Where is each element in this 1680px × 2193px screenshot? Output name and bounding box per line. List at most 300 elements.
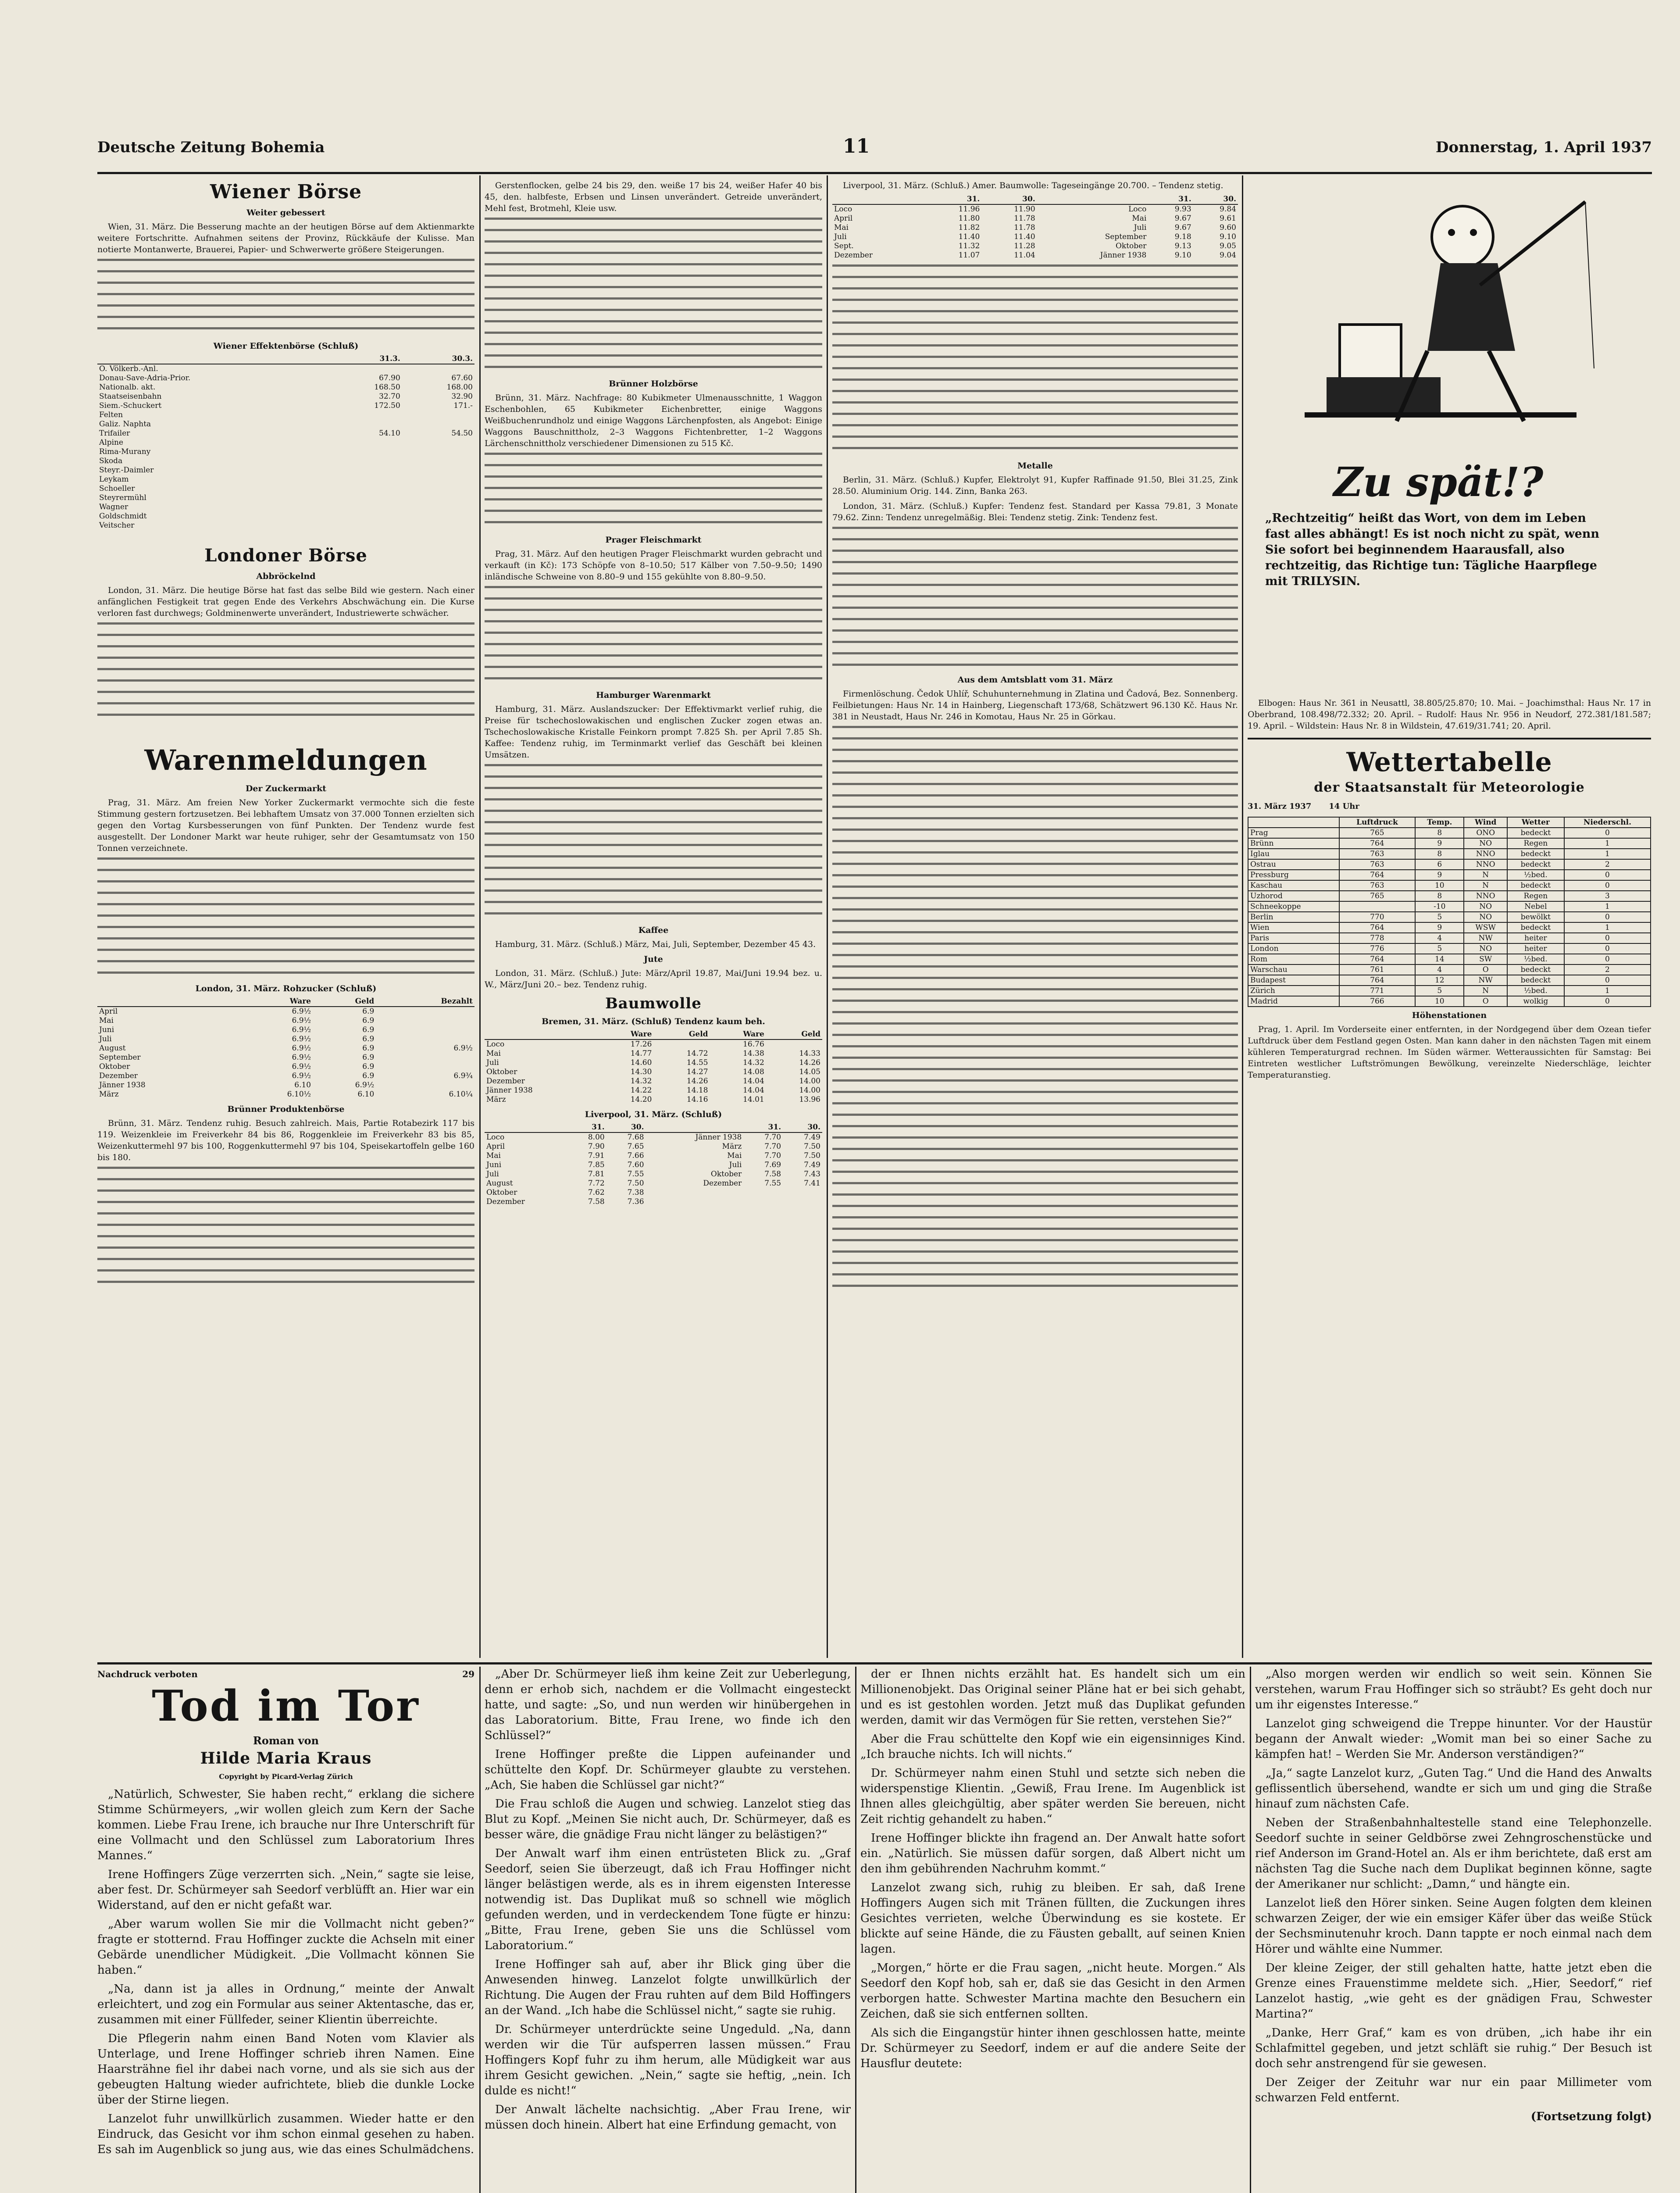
- weather-forecast-text: Prag, 1. April. Im Vorderseite einer entfernten, in der Nordgegend über dem Ozean tiefer Luftdruck über dem Festland gegen Osten. Man kann daher in den nächsten Tagen mit einem kühleren Temperaturgrad rechnen. Im Süden wärmer. Wetteraussichten für Samstag: Bei Eintreten westlicher Luftströmungen Bewölkung, vereinzelte Niederschläge, leichter Temperaturanstieg.: [1248, 1025, 1651, 1080]
- table-row: [485, 1179, 822, 1188]
- table-cell: 11.32: [958, 242, 980, 250]
- table-cell: 7.41: [804, 1179, 820, 1188]
- table-row: [97, 1044, 474, 1053]
- serial-paragraph: Neben der Straßenbahnhaltestelle stand eine Telephonzelle. Seedorf suchte in seiner Geldbörse zwei Zehngroschenstücke und rief Anderson im Grand-Hotel an. Als er ihm berichtete, daß erst am nächsten Tag die Suche nach dem Duplikat beginnen könne, sagte der Amerikaner nur schlicht: „Damn,“ und hängte ein.: [1255, 1816, 1652, 1891]
- wiener-table-title: Wiener Effektenbörse (Schluß): [213, 341, 359, 351]
- column-header: [1037, 195, 1149, 204]
- table-cell: [646, 1197, 744, 1207]
- column-header: 31.: [1148, 195, 1193, 204]
- table-cell: 14.77: [630, 1049, 652, 1058]
- table-cell: April: [834, 214, 853, 223]
- table-cell: Regen: [1507, 891, 1564, 901]
- page-header: [97, 130, 1652, 169]
- table-row: [1248, 975, 1651, 986]
- table-row: [1248, 986, 1651, 996]
- market-column-2: [485, 180, 822, 1658]
- text-block: [97, 857, 474, 980]
- table-row: [832, 232, 1238, 242]
- column-header: 30.: [606, 1123, 646, 1132]
- table-cell: 6.9½: [292, 1007, 311, 1016]
- table-cell: 9: [1415, 838, 1464, 849]
- table-cell: 6.9¾: [453, 1071, 473, 1080]
- table-cell: 8: [1415, 828, 1464, 838]
- table-row: [97, 1071, 474, 1081]
- table-cell: 0: [1564, 933, 1651, 943]
- fleischmarkt-title: Prager Fleischmarkt: [605, 535, 702, 545]
- feilbietungen-text: Elbogen: Haus Nr. 361 in Neusattl, 38.805/25.870; 10. Mai. – Joachimsthal: Haus Nr. 17 in Oberbrand, 108.498/72.332; 20. April. – Rudolf: Haus Nr. 956 in Neudorf, 272.381/181.587; 19. April. – Wildstein: Haus Nr. 8 in Wildstein, 47.619/31.741; 20. April.: [1248, 698, 1651, 731]
- table-row: [97, 447, 474, 457]
- serial-paragraph: Lanzelot ging schweigend die Treppe hinunter. Vor der Haustür begann der Anwalt wieder: „Womit man bei so einer Sache zu kämpfen hat! – Werden Sie Mr. Anderson verständigen?“: [1255, 1717, 1652, 1761]
- table-cell: 13.96: [799, 1095, 820, 1104]
- table-cell: NNO: [1464, 849, 1507, 859]
- wiener-boerse-lead: Wien, 31. März. Die Besserung machte an der heutigen Börse auf dem Aktienmarkte weitere Fortschritte. Aufnahmen seitens der Provinz, Rückkäufe der Kulisse. Man notierte Montanwerte, Brauerei, Papier- und Schwerwerte größere Steigerungen.: [97, 222, 474, 254]
- table-cell: 7.69: [764, 1161, 781, 1169]
- table-cell: SW: [1464, 954, 1507, 964]
- ad-text: „Rechtzeitig“ heißt das Wort, von dem im Leben fast alles abhängt! Es ist noch nicht zu spät, wenn Sie sofort bei beginnendem Haarausfall, also rechtzeitig, das Richtige tun: Tägliche Haarpflege mit TRILYSIN.: [1265, 511, 1600, 588]
- jute-title: Jute: [644, 954, 663, 964]
- table-cell: 7.65: [627, 1142, 644, 1151]
- table-cell: N: [1464, 870, 1507, 880]
- table-cell: 6.10½: [287, 1090, 311, 1099]
- table-row: [97, 512, 474, 521]
- londoner-boerse-title: Londoner Börse: [204, 545, 367, 566]
- table-cell: 6.10¼: [449, 1090, 473, 1099]
- table-row: [97, 493, 474, 503]
- table-row: [1248, 922, 1651, 933]
- table-cell: 11.04: [1014, 251, 1035, 260]
- column-header: Wind: [1464, 817, 1507, 828]
- table-row: [97, 521, 474, 530]
- table-cell: 6.9½: [292, 1053, 311, 1062]
- serial-paragraph: „Aber Dr. Schürmeyer ließ ihm keine Zeit zur Ueberlegung, denn er erhob sich, nachdem er die Vollmacht eingesteckt hatte, und sagte: „So, und nun werden wir hinübergehen in das Laboratorium. Bitte, Frau Irene, wo finde ich den Schlüssel?“: [485, 1668, 851, 1742]
- table-cell: 3: [1564, 891, 1651, 901]
- table-cell: 9.67: [1174, 223, 1191, 232]
- serial-paragraph: Dr. Schürmeyer unterdrückte seine Ungeduld. „Na, dann werden wir die Tür aufsperren lassen müssen.“ Frau Hoffingers Kopf fuhr zu ihm herum, alle Müdigkeit war aus ihrem Gesicht gewichen. „Nein,“ sagte sie heftig, „nein. Ich dulde es nicht!“: [485, 2023, 851, 2097]
- column-header: 30.: [981, 195, 1037, 204]
- table-cell: 9.05: [1220, 242, 1236, 250]
- table-cell: 14.05: [799, 1068, 820, 1076]
- table-cell: 7.70: [764, 1151, 781, 1160]
- table-cell: 0: [1564, 828, 1651, 838]
- table-cell: Schneekoppe: [1248, 901, 1339, 912]
- column-header: 30.3.: [402, 354, 474, 364]
- table-cell: 763: [1339, 880, 1415, 891]
- liverpool-kurse-table: [832, 195, 1238, 260]
- jute-text: London, 31. März. (Schluß.) Jute: März/April 19.87, Mai/Juni 19.94 bez. u. W., März/Juni 20.– bez. Tendenz ruhig.: [485, 968, 822, 989]
- table-cell: 7.50: [804, 1151, 820, 1160]
- table-cell: 9.18: [1174, 232, 1191, 241]
- table-cell: 6: [1415, 859, 1464, 870]
- table-cell: Goldschmidt: [99, 512, 147, 521]
- table-cell: [783, 1188, 822, 1197]
- table-cell: 7.90: [588, 1142, 605, 1151]
- table-cell: N: [1464, 880, 1507, 891]
- table-cell: März: [486, 1095, 506, 1104]
- table-cell: 5: [1415, 943, 1464, 954]
- bremen-baumwolle-table: [485, 1030, 822, 1104]
- table-row: [485, 1095, 822, 1104]
- table-cell: 11.80: [958, 214, 980, 223]
- table-row: [485, 1132, 822, 1142]
- hoehenstationen-title: Höhenstationen: [1412, 1011, 1487, 1020]
- table-cell: 1: [1564, 849, 1651, 859]
- serial-paragraph: Aber die Frau schüttelte den Kopf wie ein eigensinniges Kind. „Ich brauche nichts. Ich will nichts.“: [860, 1732, 1245, 1761]
- table-cell: 0: [1564, 912, 1651, 922]
- text-block: [832, 527, 1238, 671]
- table-cell: [646, 1188, 744, 1197]
- table-cell: 168.00: [446, 383, 473, 392]
- table-row: [1248, 912, 1651, 922]
- table-cell: März: [99, 1090, 119, 1099]
- table-cell: Ostrau: [1248, 859, 1339, 870]
- table-cell: 7.55: [627, 1170, 644, 1179]
- table-cell: 6.9: [362, 1016, 375, 1025]
- table-cell: 763: [1339, 849, 1415, 859]
- table-row: [832, 223, 1238, 232]
- table-header-row: [485, 1123, 822, 1132]
- table-cell: [330, 493, 402, 503]
- table-row: [97, 1035, 474, 1044]
- text-block: [97, 1167, 474, 1289]
- serial-column-1: [97, 1667, 474, 2193]
- table-row: [1248, 859, 1651, 870]
- table-row: [485, 1197, 822, 1207]
- table-row: [97, 484, 474, 493]
- table-cell: ½bed.: [1507, 954, 1564, 964]
- table-cell: Dezember: [486, 1197, 525, 1206]
- column-divider: [827, 175, 828, 1658]
- text-block: [832, 726, 1238, 1296]
- table-row: [485, 1086, 822, 1095]
- column-header: Geld: [313, 997, 376, 1007]
- table-cell: [376, 1007, 474, 1016]
- liverpool-baumwolle-text: Liverpool, 31. März. (Schluß.) Amer. Baumwolle: Tageseingänge 20.700. – Tendenz stetig.: [843, 181, 1223, 190]
- table-cell: Berlin: [1248, 912, 1339, 922]
- table-cell: 14.16: [686, 1095, 708, 1104]
- table-row: [97, 438, 474, 447]
- table-cell: 14.32: [630, 1077, 652, 1086]
- table-row: [485, 1151, 822, 1161]
- table-cell: 771: [1339, 986, 1415, 996]
- page-number: 11: [843, 135, 870, 157]
- table-cell: [402, 466, 474, 475]
- table-cell: [402, 475, 474, 484]
- table-cell: 7.49: [804, 1161, 820, 1169]
- serial-paragraph: „Aber warum wollen Sie mir die Vollmacht nicht geben?“ fragte er stotternd. Frau Hoffinger zuckte die Achseln mit einer Gebärde unendlicher Müdigkeit. „Die Vollmacht können Sie haben.“: [97, 1918, 474, 1977]
- holzboerse-text: Brünn, 31. März. Nachfrage: 80 Kubikmeter Ulmenausschnitte, 1 Waggon Eschenbohlen, 65 Kubikmeter Eichenbretter, einige Waggons Weißbuchenrundholz und einige Waggons Lärchenpfosten, als Angebot: Einige Waggons Bauschnittholz, 2–3 Waggons Fichtenbretter, 1–2 Waggons Lärchenschnittholz verschiedener Dimensionen zu 515 Kč.: [485, 393, 822, 448]
- table-cell: [330, 484, 402, 493]
- column-header: [646, 1123, 744, 1132]
- table-cell: 11.40: [958, 232, 980, 241]
- serial-paragraph: „Na, dann ist ja alles in Ordnung,“ meinte der Anwalt erleichtert, und zog ein Formular aus seiner Aktentasche, das er, zusammen mit einer Füllfeder, seiner Klientin überreichte.: [97, 1982, 474, 2026]
- table-cell: 14.00: [799, 1086, 820, 1095]
- table-cell: 9.10: [1174, 251, 1191, 260]
- table-row: [97, 420, 474, 429]
- table-cell: Zürich: [1248, 986, 1339, 996]
- serial-author: Hilde Maria Kraus: [200, 1749, 372, 1768]
- table-cell: 54.50: [451, 429, 473, 438]
- table-cell: Oktober: [710, 1170, 742, 1179]
- table-cell: 7.66: [627, 1151, 644, 1160]
- table-cell: 14.38: [743, 1049, 764, 1058]
- table-cell: Oktober: [99, 1062, 130, 1071]
- table-cell: Rima-Murany: [99, 447, 151, 456]
- table-row: [485, 1058, 822, 1068]
- serial-paragraph: Die Pflegerin nahm einen Band Noten vom Klavier als Unterlage, und Irene Hoffinger schrieb ihren Namen. Eine Haarsträhne fiel ihr dabei nach vorne, und als sie sich aus der gebeugten Haltung wieder aufrichtete, blieb die dunkle Locke über der Stirne liegen.: [97, 2032, 474, 2107]
- table-cell: 10: [1415, 880, 1464, 891]
- table-cell: bedeckt: [1507, 975, 1564, 986]
- table-header-row: [832, 195, 1238, 204]
- table-cell: Juni: [99, 1025, 114, 1034]
- text-block: [485, 764, 822, 922]
- wiener-effekten-table: [97, 354, 474, 530]
- table-cell: 14.30: [630, 1068, 652, 1076]
- table-cell: Wien: [1248, 922, 1339, 933]
- table-cell: -10: [1415, 901, 1464, 912]
- serial-episode-number: 29: [462, 1669, 474, 1679]
- table-cell: bedeckt: [1507, 849, 1564, 859]
- table-cell: [402, 457, 474, 466]
- table-cell: 7.55: [764, 1179, 781, 1188]
- table-cell: Oktober: [486, 1068, 517, 1076]
- serial-paragraph: Der Anwalt warf ihm einen entrüsteten Blick zu. „Graf Seedorf, seien Sie überzeugt, daß ich Frau Hoffinger nicht länger belästigen werde, als es in ihrem eigensten Interesse notwendig ist. Das Duplikat muß so schnell wie möglich gefunden werden, und in verdeckendem Tone fügte er hinzu: „Bitte, Frau Irene, geben Sie uns die Schlüssel vom Laboratorium.“: [485, 1847, 851, 1952]
- table-cell: September: [1105, 232, 1147, 241]
- table-row: [97, 1016, 474, 1025]
- column-header: 30.: [1193, 195, 1238, 204]
- ad-headline: Zu spät!?: [1333, 458, 1544, 506]
- serial-title: Tod im Tor: [152, 1681, 420, 1731]
- table-cell: Iglau: [1248, 849, 1339, 859]
- getreide-text: Gerstenflocken, gelbe 24 bis 29, den. weiße 17 bis 24, weißer Hafer 40 bis 45, den. halbfeste, Erbsen und Linsen unverändert. Getreide unverändert, Mehl fest, Brotmehl, Kleie usw.: [485, 181, 822, 213]
- table-row: [485, 1142, 822, 1151]
- table-cell: Juli: [99, 1035, 112, 1043]
- wiener-boerse-title: Wiener Börse: [210, 181, 362, 203]
- table-header-row: [97, 997, 474, 1007]
- header-rule: [97, 172, 1652, 174]
- table-cell: 7.62: [588, 1188, 605, 1197]
- table-cell: O: [1464, 964, 1507, 975]
- table-cell: August: [99, 1044, 126, 1053]
- table-cell: 0: [1564, 943, 1651, 954]
- table-cell: [743, 1197, 783, 1207]
- table-cell: Juli: [729, 1161, 742, 1169]
- table-cell: 14.55: [686, 1058, 708, 1067]
- table-cell: 8: [1415, 849, 1464, 859]
- kaffee-title: Kaffee: [638, 925, 669, 935]
- table-cell: O: [1464, 996, 1507, 1007]
- table-cell: 11.40: [1014, 232, 1035, 241]
- table-cell: Oktober: [1115, 242, 1147, 250]
- table-cell: 9.10: [1220, 232, 1236, 241]
- serial-paragraph: Lanzelot zwang sich, ruhig zu bleiben. Er sah, daß Irene Hoffingers Augen sich mit Tränen füllten, die Zuckungen ihres Gesichtes verrieten, welche Überwindung es sie kostete. Er blickte auf seine Hände, die zu Fäusten geballt, auf seinen Knien lagen.: [860, 1881, 1245, 1956]
- table-row: [1248, 954, 1651, 964]
- text-block: [832, 264, 1238, 457]
- table-cell: 8: [1415, 891, 1464, 901]
- serial-paragraph: Irene Hoffinger blickte ihn fragend an. Der Anwalt hatte sofort ein. „Natürlich. Sie müssen dafür sorgen, daß Albert nicht um den ihm gebührenden Nachruhm kommt.“: [860, 1832, 1245, 1875]
- man-with-fishing-rod-illustration: [1252, 184, 1625, 447]
- table-cell: 7.49: [804, 1133, 820, 1142]
- serial-column-3: [860, 1667, 1245, 2193]
- serial-column-divider: [855, 1667, 856, 2193]
- table-cell: 6.9: [362, 1035, 375, 1043]
- table-cell: Steyr.-Daimler: [99, 466, 154, 475]
- table-row: [485, 1170, 822, 1179]
- serial-copyright: Copyright by Picard-Verlag Zürich: [219, 1772, 353, 1781]
- table-cell: Loco: [486, 1133, 505, 1142]
- table-cell: Loco: [834, 205, 852, 214]
- table-cell: Madrid: [1248, 996, 1339, 1007]
- column-header: Geld: [766, 1030, 822, 1039]
- serial-paragraph: der er Ihnen nichts erzählt hat. Es handelt sich um ein Millionenobjekt. Das Original seiner Pläne hat er bei sich gehabt, und es ist gestohlen worden. Jetzt muß das Duplikat gefunden werden, damit wir das Vermögen für Sie retten, verstehen Sie?“: [860, 1668, 1245, 1727]
- text-block: [485, 218, 822, 375]
- table-cell: Oktober: [486, 1188, 517, 1197]
- table-row: [1248, 933, 1651, 943]
- table-cell: Warschau: [1248, 964, 1339, 975]
- london-rohzucker-title: London, 31. März. Rohzucker (Schluß): [195, 984, 377, 993]
- column-header: [485, 1030, 597, 1039]
- table-cell: 14.26: [686, 1077, 708, 1086]
- table-header-row: [485, 1030, 822, 1039]
- table-cell: 6.9: [362, 1044, 375, 1053]
- table-row: [97, 374, 474, 383]
- serial-paragraph: Die Frau schloß die Augen und schwieg. Lanzelot stieg das Blut zu Kopf. „Meinen Sie nicht auch, Dr. Schürmeyer, daß es besser wäre, die gnädige Frau nicht länger zu belästigen?“: [485, 1797, 851, 1841]
- serial-continued: (Fortsetzung folgt): [1530, 2110, 1652, 2123]
- table-cell: Dezember: [703, 1179, 742, 1188]
- table-cell: Jänner 1938: [695, 1133, 742, 1142]
- table-cell: 764: [1339, 954, 1415, 964]
- table-cell: Dezember: [486, 1077, 525, 1086]
- table-cell: NO: [1464, 901, 1507, 912]
- table-cell: 54.10: [379, 429, 400, 438]
- table-cell: Kaschau: [1248, 880, 1339, 891]
- table-cell: [330, 438, 402, 447]
- table-cell: 9.60: [1220, 223, 1236, 232]
- table-row: [97, 457, 474, 466]
- table-cell: 1: [1564, 838, 1651, 849]
- table-cell: 7.58: [764, 1170, 781, 1179]
- table-cell: Mai: [486, 1151, 501, 1160]
- table-cell: 14.08: [743, 1068, 764, 1076]
- table-cell: August: [486, 1179, 513, 1188]
- table-cell: Mai: [1132, 214, 1147, 223]
- table-cell: Leykam: [99, 475, 129, 484]
- wetter-date: 31. März 1937: [1248, 802, 1312, 811]
- column-header: Geld: [653, 1030, 710, 1039]
- table-cell: Veitscher: [99, 521, 135, 530]
- table-cell: Alpine: [99, 438, 124, 447]
- table-row: [97, 411, 474, 420]
- table-cell: NW: [1464, 933, 1507, 943]
- table-cell: Mai: [834, 223, 849, 232]
- table-cell: heiter: [1507, 943, 1564, 954]
- table-cell: 764: [1339, 870, 1415, 880]
- london-metalle-text: London, 31. März. (Schluß.) Kupfer: Tendenz fest. Standard per Kassa 79.81, 3 Monate 79.62. Zinn: Tendenz unregelmäßig. Blei: Tendenz stetig. Zink: Tendenz fest.: [832, 501, 1238, 522]
- table-cell: 14.20: [630, 1095, 652, 1104]
- table-cell: Trifailer: [99, 429, 130, 438]
- table-cell: Dezember: [834, 251, 873, 260]
- table-row: [1248, 901, 1651, 912]
- table-cell: 14.27: [686, 1068, 708, 1076]
- table-cell: [783, 1197, 822, 1207]
- column-header: [485, 1123, 567, 1132]
- table-cell: [402, 420, 474, 429]
- table-cell: 763: [1339, 859, 1415, 870]
- table-row: [97, 1062, 474, 1071]
- table-cell: Mai: [727, 1151, 742, 1160]
- table-cell: Mai: [486, 1049, 501, 1058]
- table-cell: bedeckt: [1507, 828, 1564, 838]
- table-cell: Jänner 1938: [486, 1086, 533, 1095]
- table-cell: Paris: [1248, 933, 1339, 943]
- serial-paragraph: Lanzelot ließ den Hörer sinken. Seine Augen folgten dem kleinen schwarzen Zeiger, der wie ein emsiger Käfer über das weiße Stück der Sechsminutenuhr kroch. Dann tappte er noch einmal nach dem Hörer und wählte eine Nummer.: [1255, 1897, 1652, 1956]
- table-cell: Juli: [834, 232, 847, 241]
- table-cell: 9.67: [1174, 214, 1191, 223]
- column-header: [97, 354, 330, 364]
- table-cell: [766, 1039, 822, 1049]
- table-cell: [376, 1035, 474, 1044]
- table-cell: ½bed.: [1507, 986, 1564, 996]
- table-cell: Skoda: [99, 457, 123, 465]
- table-cell: 7.50: [804, 1142, 820, 1151]
- metalle-title: Metalle: [1017, 461, 1053, 471]
- table-cell: 11.90: [1014, 205, 1035, 214]
- table-cell: [330, 457, 402, 466]
- table-cell: 32.70: [379, 392, 400, 401]
- table-cell: 11.07: [958, 251, 980, 260]
- zuckermarkt-text: Prag, 31. März. Am freien New Yorker Zuckermarkt vermochte sich die feste Stimmung gestern fortzusetzen. Bei lebhaftem Umsatz von 37.000 Tonnen erzielten sich gegen den Vortag Kursbesserungen von fünf Punkten. Der Tendenz wurde fest ausgestellt. Der Londoner Markt war heute ruhiger, sehr der Gesamtumsatz von 150 Tonnen verzeichnete.: [97, 798, 474, 853]
- wetter-time: 14 Uhr: [1329, 802, 1359, 811]
- table-cell: London: [1248, 943, 1339, 954]
- table-cell: 7.70: [764, 1142, 781, 1151]
- market-column-3: [832, 180, 1238, 1658]
- table-cell: März: [722, 1142, 742, 1151]
- serial-column-divider: [1250, 1667, 1251, 2193]
- table-cell: NO: [1464, 943, 1507, 954]
- table-cell: 14.04: [743, 1077, 764, 1086]
- table-cell: 765: [1339, 828, 1415, 838]
- table-cell: 6.9½: [292, 1071, 311, 1080]
- serial-paragraph: „Also morgen werden wir endlich so weit sein. Können Sie verstehen, warum Frau Hoffinger sich so sträubt? Es geht doch nur um ihr eigenstes Interesse.“: [1255, 1668, 1652, 1711]
- table-cell: NNO: [1464, 891, 1507, 901]
- table-cell: April: [99, 1007, 118, 1016]
- column-header: Temp.: [1415, 817, 1464, 828]
- table-row: [1248, 838, 1651, 849]
- column-header: Ware: [597, 1030, 653, 1039]
- table-cell: WSW: [1464, 922, 1507, 933]
- table-cell: 7.38: [627, 1188, 644, 1197]
- table-cell: 11.78: [1014, 214, 1035, 223]
- market-column-1: [97, 180, 474, 1658]
- table-cell: 6.9½: [355, 1081, 375, 1089]
- table-cell: 14.72: [686, 1049, 708, 1058]
- table-cell: [330, 475, 402, 484]
- table-cell: bedeckt: [1507, 922, 1564, 933]
- table-cell: 7.36: [627, 1197, 644, 1206]
- table-cell: [402, 503, 474, 512]
- wettertabelle-subtitle: der Staatsanstalt für Meteorologie: [1314, 780, 1585, 795]
- table-cell: 764: [1339, 975, 1415, 986]
- table-cell: 6.9: [362, 1062, 375, 1071]
- serial-paragraph: „Danke, Herr Graf,“ kam es von drüben, „ich habe ihr ein Schlafmittel gegeben, und jetzt schläft sie ruhig.“ Der Besuch ist doch sehr anstrengend für sie gewesen.: [1255, 2026, 1652, 2070]
- table-cell: Steyrermühl: [99, 493, 146, 502]
- table-cell: [376, 1062, 474, 1071]
- bremen-title: Bremen, 31. März. (Schluß) Tendenz kaum beh.: [542, 1017, 765, 1026]
- table-cell: Brünn: [1248, 838, 1339, 849]
- table-cell: [402, 411, 474, 420]
- table-row: [832, 204, 1238, 214]
- table-cell: Juli: [486, 1170, 499, 1179]
- table-cell: Juli: [1134, 223, 1147, 232]
